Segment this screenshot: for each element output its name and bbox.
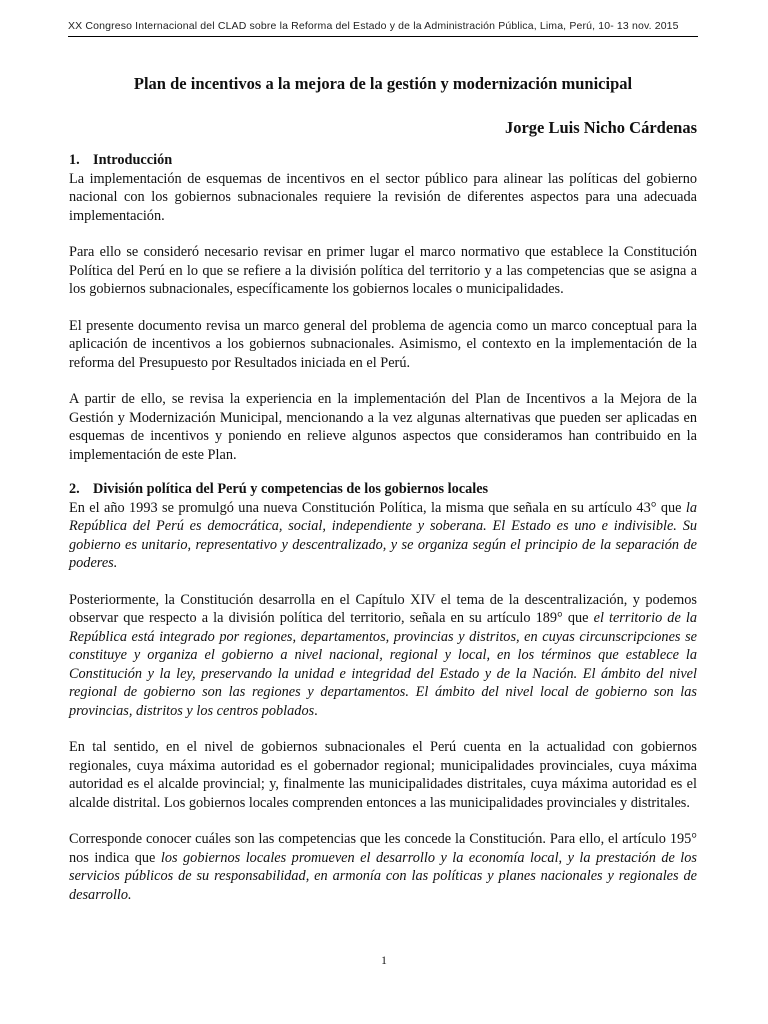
section-number: 2. [69, 481, 80, 497]
paragraph-text: . [314, 702, 318, 719]
paragraph [69, 499, 697, 573]
paragraph-text: En el año 1993 se promulgó una nueva Constitución Política, la misma que señala en su artículo 43° que [69, 499, 686, 516]
section-number: 1. [69, 152, 80, 168]
paragraph: Para ello se consideró necesario revisar en primer lugar el marco normativo que establece la Constitución Política del Perú en lo que se refiere a la división política del territorio y a las competencias que se asigna a los gobiernos subnacionales, específicamente los gobiernos locales o municipalidades. [69, 244, 697, 297]
constitution-quote: los gobiernos locales promueven el desarrollo y la economía local, y la prestación de los servicios públicos de su responsabilidad, en armonía con las políticas y planes nacionales y regionales de desarrollo. [69, 849, 697, 903]
paragraph: El presente documento revisa un marco general del problema de agencia como un marco conceptual para la aplicación de incentivos a los gobiernos subnacionales. Asimismo, el contexto en la implementación de la reforma del Presupuesto por Resultados iniciada en el Perú. [69, 317, 697, 371]
constitution-quote: la República del Perú es democrática, social, independiente y soberana. El Estado es uno e indivisible. Su gobierno es unitario, representativo y descentralizado, y se organiza según el principio de la separación de poderes. [69, 499, 697, 571]
paragraph-text: Posteriormente, la Constitución desarrolla en el Capítulo XIV el tema de la descentralización, y podemos observar que respecto a la división política del territorio, señala en su artículo 189° que [69, 591, 697, 626]
section-introduccion [69, 151, 697, 464]
document-body [69, 73, 697, 904]
paragraph: A partir de ello, se revisa la experiencia en la implementación del Plan de Incentivos a la Mejora de la Gestión y Modernización Municipal, mencionando a la vez algunas alternativas que pueden ser aplicadas en esquemas de incentivos y poniendo en relieve algunos aspectos que consideramos han contribuido en la implementación de este Plan. [69, 391, 697, 463]
document-author: Jorge Luis Nicho Cárdenas [504, 118, 697, 137]
paragraph: En tal sentido, en el nivel de gobiernos subnacionales el Perú cuenta en la actualidad con gobiernos regionales, cuya máxima autoridad es el gobernador regional; municipalidades provinciales, cuya máxima autoridad es el alcalde provincial; y, finalmente las municipalidades distritales, cuya máxima autoridad es el alcalde distrital. Los gobiernos locales comprenden entonces a las municipalidades provinciales y distritales. [69, 739, 697, 811]
page-number: 1 [381, 955, 387, 967]
section-heading [69, 480, 697, 499]
paragraph [69, 830, 697, 904]
section-title: División política del Perú y competencias de los gobiernos locales [93, 481, 489, 497]
section-division-politica [69, 480, 697, 904]
section-heading [69, 151, 697, 170]
constitution-quote: el territorio de la República está integrado por regiones, departamentos, provincias y distritos, en cuyas circunscripciones se constituye y organiza el gobierno a nivel nacional, regional y local, en los términos que establece la Constitución y la ley, preservando la unidad e integridad del Estado y de la Nación. El ámbito del nivel regional de gobierno son las regiones y departamentos. El ámbito del nivel local de gobierno son las provincias, distritos y los centros poblados [69, 610, 697, 719]
paragraph-text: Corresponde conocer cuáles son las competencias que les concede la Constitución. Para ello, el artículo 195° nos indica que [69, 831, 697, 866]
paragraph: La implementación de esquemas de incentivos en el sector público para alinear las políticas del gobierno nacional con los gobiernos subnacionales requiere la revisión de diferentes aspectos para una adecuada implementación. [69, 170, 697, 224]
section-title: Introducción [93, 152, 173, 168]
document-title: Plan de incentivos a la mejora de la gestión y modernización municipal [133, 74, 633, 93]
paragraph [69, 591, 697, 721]
running-header: XX Congreso Internacional del CLAD sobre la Reforma del Estado y de la Administración Pública, Lima, Perú, 10- 13 nov. 2015 [68, 20, 679, 32]
header-rule [68, 36, 698, 37]
